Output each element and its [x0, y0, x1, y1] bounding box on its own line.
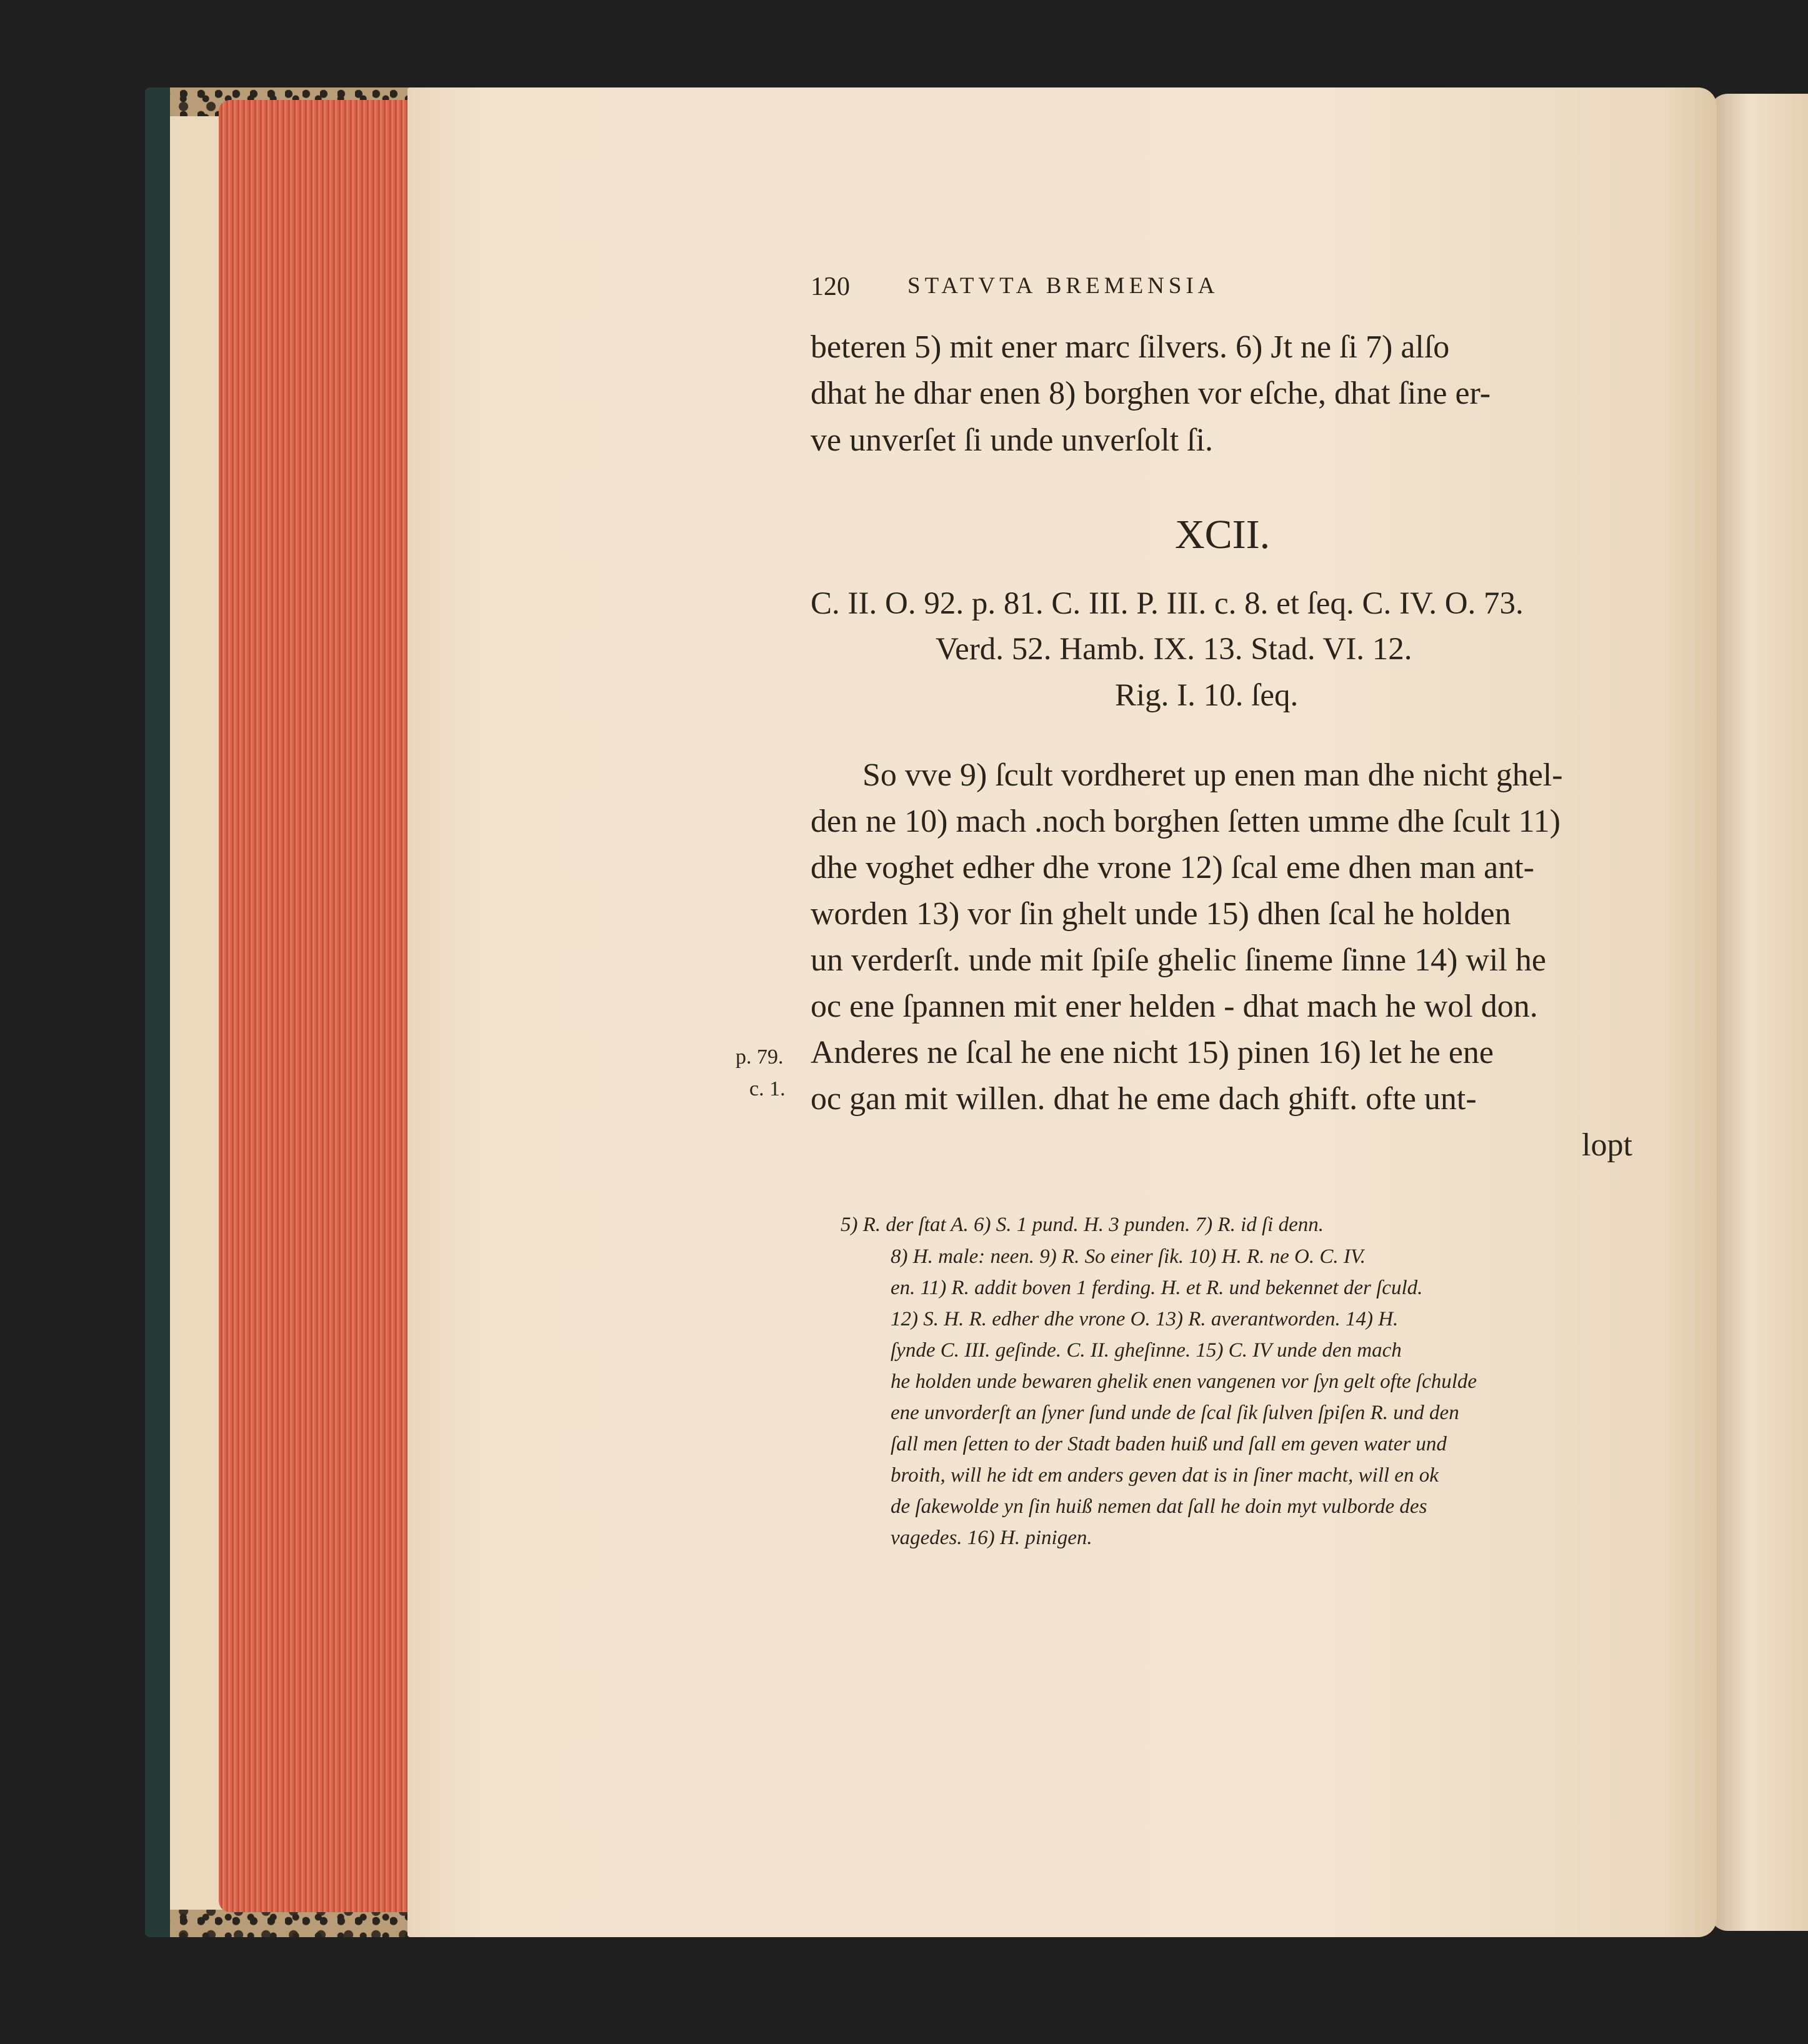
top-line-1: beteren 5) mit ener marc ſilvers. 6) Jt ne ſi 7) alſo [811, 329, 1450, 365]
footnote-line-4: 12) S. H. R. edher dhe vrone O. 13) R. averantworden. 14) H. [891, 1308, 1399, 1330]
body-line-7: Anderes ne ſcal he ene nicht 15) pinen 16) let he ene [811, 1035, 1494, 1070]
top-line-3: ve unverſet ſi unde unverſolt ſi. [811, 422, 1214, 458]
margin-note-page: p. 79. [736, 1045, 784, 1069]
footnote-line-9: broith, will he idt em anders geven dat is in ſiner macht, will en ok [891, 1464, 1439, 1487]
footnote-line-8: ſall men ſetten to der Stadt baden huiß und ſall em geven water und [891, 1433, 1447, 1455]
body-line-4: worden 13) vor ſin ghelt unde 15) dhen ſcal he holden [811, 896, 1511, 932]
footnote-line-2: 8) H. male: neen. 9) R. So einer ſik. 10) H. R. ne O. C. IV. [891, 1245, 1366, 1268]
footnote-line-11: vagedes. 16) H. pinigen. [891, 1527, 1092, 1549]
endpaper [170, 116, 226, 1910]
running-head: STATVTA BREMENSIA [907, 273, 1219, 299]
page-number: 120 [811, 272, 850, 301]
page-block-red-edges [219, 100, 419, 1912]
footnote-line-3: en. 11) R. addit boven 1 ferding. H. et R. und bekennet der ſculd. [891, 1277, 1423, 1299]
margin-note-chapter: c. 1. [749, 1077, 786, 1100]
footnote-line-10: de ſakewolde yn ſin huiß nemen dat ſall he doin myt vulborde des [891, 1495, 1427, 1518]
body-line-2: den ne 10) mach .noch borghen ſetten umme dhe ſcult 11) [811, 804, 1561, 839]
footnote-line-7: ene unvorderſt an ſyner ſund unde de ſcal ſik ſulven ſpiſen R. und den [891, 1402, 1459, 1424]
body-line-8: oc gan mit willen. dhat he eme dach ghift. ofte unt- [811, 1081, 1477, 1117]
chapter-ref-line-3: Rig. I. 10. ſeq. [1115, 678, 1299, 713]
footnote-line-5: ſynde C. III. geſinde. C. II. gheſinne. 15) C. IV unde den mach [891, 1339, 1402, 1362]
chapter-ref-line-2: Verd. 52. Hamb. IX. 13. Stad. VI. 12. [936, 632, 1412, 667]
chapter-title: XCII. [1175, 512, 1271, 557]
footnote-line-6: he holden unde bewaren ghelik enen vangenen vor ſyn gelt ofte ſchulde [891, 1370, 1477, 1393]
body-line-9: lopt [1582, 1127, 1632, 1163]
facing-page-edge [1709, 94, 1808, 1931]
spine-edge [145, 87, 170, 1937]
body-line-1: So vve 9) ſcult vordheret up enen man dhe nicht ghel- [862, 757, 1563, 793]
body-line-6: oc ene ſpannen mit ener helden - dhat mach he wol don. [811, 989, 1538, 1024]
body-line-3: dhe voghet edher dhe vrone 12) ſcal eme dhen man ant- [811, 850, 1534, 885]
body-line-5: un verderſt. unde mit ſpiſe ghelic ſineme ſinne 14) wil he [811, 942, 1546, 978]
footnote-line-1: 5) R. der ſtat A. 6) S. 1 pund. H. 3 punden. 7) R. id ſi denn. [841, 1214, 1324, 1236]
chapter-ref-line-1: C. II. O. 92. p. 81. C. III. P. III. c. 8. et ſeq. C. IV. O. 73. [811, 586, 1524, 621]
top-line-2: dhat he dhar enen 8) borghen vor eſche, dhat ſine er- [811, 376, 1491, 411]
